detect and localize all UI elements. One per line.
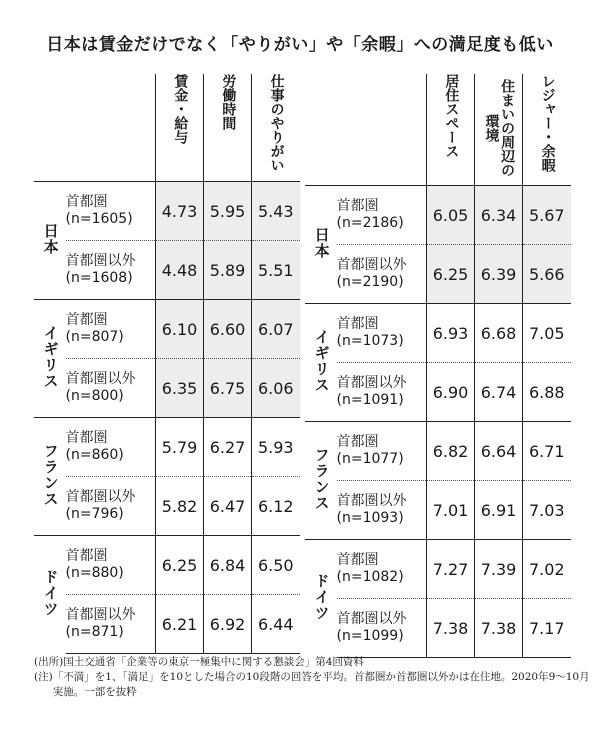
column-header-label: 居住スペース — [443, 74, 460, 158]
score-cell: 5.79 — [156, 418, 204, 477]
score-cell: 7.38 — [475, 599, 523, 658]
sample-size: (n=880) — [65, 565, 124, 581]
table-row — [34, 241, 300, 300]
table-row — [305, 186, 571, 245]
country-name: 日本 — [312, 226, 331, 259]
column-header — [156, 74, 204, 182]
table-row — [305, 304, 571, 363]
score-cell: 6.35 — [156, 359, 204, 418]
column-header-label: 住まいの周辺の環境 — [483, 78, 516, 177]
sample-size: (n=807) — [65, 329, 124, 345]
score-cell: 6.60 — [204, 300, 252, 359]
score-cell: 7.01 — [427, 481, 475, 540]
country-label — [305, 186, 337, 304]
score-cell: 7.39 — [475, 540, 523, 599]
score-cell: 5.82 — [156, 477, 204, 536]
country-name: フランス — [312, 446, 331, 511]
region-name: 首都圏以外 — [65, 370, 136, 387]
method-note-label: (注) — [34, 671, 53, 683]
table-row — [305, 540, 571, 599]
score-cell: 7.38 — [427, 599, 475, 658]
region-name: 首都圏 — [336, 551, 379, 568]
score-cell: 7.27 — [427, 540, 475, 599]
score-cell: 6.71 — [523, 422, 571, 481]
region-cell — [66, 182, 156, 241]
score-cell: 6.68 — [475, 304, 523, 363]
table-row — [305, 363, 571, 422]
corner-cell — [337, 74, 427, 186]
score-cell: 6.47 — [204, 477, 252, 536]
region-cell — [66, 241, 156, 300]
region-name: 首都圏以外 — [65, 488, 136, 505]
score-cell: 6.39 — [475, 245, 523, 304]
score-cell: 6.74 — [475, 363, 523, 422]
country-name: イギリス — [41, 324, 60, 389]
score-cell: 6.44 — [252, 595, 300, 654]
country-label — [34, 418, 66, 536]
region-cell — [337, 363, 427, 422]
score-cell: 4.48 — [156, 241, 204, 300]
corner-cell — [34, 74, 66, 182]
corner-cell — [66, 74, 156, 182]
region-cell — [66, 359, 156, 418]
score-cell: 5.67 — [523, 186, 571, 245]
score-cell: 6.64 — [475, 422, 523, 481]
region-name: 首都圏 — [65, 193, 108, 210]
table-row — [305, 245, 571, 304]
table-row — [34, 300, 300, 359]
column-header — [204, 74, 252, 182]
region-name: 首都圏 — [65, 311, 108, 328]
region-cell — [337, 599, 427, 658]
method-note — [34, 670, 594, 700]
sample-size: (n=1608) — [65, 270, 133, 286]
sample-size: (n=1093) — [336, 510, 404, 526]
region-cell — [337, 540, 427, 599]
column-header — [475, 74, 523, 186]
score-cell: 6.25 — [156, 536, 204, 595]
score-cell: 6.91 — [475, 481, 523, 540]
region-cell — [337, 481, 427, 540]
score-cell: 6.90 — [427, 363, 475, 422]
score-cell: 5.95 — [204, 182, 252, 241]
score-cell: 6.75 — [204, 359, 252, 418]
region-cell — [337, 245, 427, 304]
region-name: 首都圏 — [336, 315, 379, 332]
score-cell: 6.05 — [427, 186, 475, 245]
column-header — [427, 74, 475, 186]
country-label — [34, 182, 66, 300]
score-cell: 7.17 — [523, 599, 571, 658]
region-name: 首都圏 — [336, 433, 379, 450]
table-row — [305, 599, 571, 658]
score-cell: 5.51 — [252, 241, 300, 300]
score-cell: 6.21 — [156, 595, 204, 654]
source-note — [34, 655, 594, 670]
country-label — [305, 422, 337, 540]
header-row — [34, 74, 300, 182]
score-cell: 6.34 — [475, 186, 523, 245]
region-cell — [337, 422, 427, 481]
sample-size: (n=860) — [65, 447, 124, 463]
region-name: 首都圏 — [336, 197, 379, 214]
method-note-text: 「不満」を1、「満足」を10とした場合の10段階の回答を平均。首都圏か首都圏以外かは在住地。2020年9～10月実施。一部を抜粋 — [52, 671, 590, 698]
score-cell: 5.66 — [523, 245, 571, 304]
score-cell: 5.89 — [204, 241, 252, 300]
column-header-label: 賃金・給与 — [172, 74, 189, 144]
source-note-text: 国土交通省「企業等の東京一極集中に関する懇談会」第4回資料 — [63, 656, 364, 668]
region-cell — [66, 536, 156, 595]
region-name: 首都圏以外 — [65, 252, 136, 269]
region-cell — [66, 595, 156, 654]
score-cell: 6.27 — [204, 418, 252, 477]
score-cell: 6.12 — [252, 477, 300, 536]
region-name: 首都圏 — [65, 429, 108, 446]
region-name: 首都圏以外 — [336, 492, 407, 509]
region-name: 首都圏以外 — [336, 610, 407, 627]
score-cell: 6.93 — [427, 304, 475, 363]
table-row — [34, 477, 300, 536]
table-row — [34, 182, 300, 241]
score-cell: 7.02 — [523, 540, 571, 599]
region-cell — [337, 186, 427, 245]
region-name: 首都圏以外 — [65, 606, 136, 623]
sample-size: (n=796) — [65, 506, 124, 522]
country-name: 日本 — [41, 222, 60, 255]
region-name: 首都圏以外 — [336, 256, 407, 273]
sample-size: (n=1099) — [336, 628, 404, 644]
column-header-label: レジャー・余暇 — [539, 74, 556, 172]
sample-size: (n=1091) — [336, 392, 404, 408]
table-row — [34, 359, 300, 418]
page-title: 日本は賃金だけでなく「やりがい」や「余暇」への満足度も低い — [46, 35, 554, 55]
country-name: ドイツ — [312, 572, 331, 621]
score-cell: 6.25 — [427, 245, 475, 304]
score-cell: 6.06 — [252, 359, 300, 418]
source-note-label: (出所) — [34, 656, 64, 668]
score-cell: 5.93 — [252, 418, 300, 477]
sample-size: (n=871) — [65, 624, 124, 640]
sample-size: (n=1605) — [65, 211, 133, 227]
country-label — [34, 300, 66, 418]
corner-cell — [305, 74, 337, 186]
country-label — [34, 536, 66, 654]
score-cell: 7.03 — [523, 481, 571, 540]
country-name: イギリス — [312, 328, 331, 393]
sample-size: (n=2190) — [336, 274, 404, 290]
header-row — [305, 74, 571, 186]
satisfaction-table-work — [34, 74, 300, 654]
table-row — [34, 418, 300, 477]
footnotes — [34, 655, 594, 700]
region-cell — [66, 300, 156, 359]
region-cell — [66, 418, 156, 477]
table-row — [34, 595, 300, 654]
country-label — [305, 540, 337, 658]
sample-size: (n=2186) — [336, 215, 404, 231]
column-header — [523, 74, 571, 186]
score-cell: 6.88 — [523, 363, 571, 422]
sample-size: (n=1082) — [336, 569, 404, 585]
score-cell: 6.50 — [252, 536, 300, 595]
score-cell: 6.82 — [427, 422, 475, 481]
sample-size: (n=1077) — [336, 451, 404, 467]
score-cell: 6.92 — [204, 595, 252, 654]
region-cell — [66, 477, 156, 536]
score-cell: 5.43 — [252, 182, 300, 241]
table-row — [305, 481, 571, 540]
country-label — [305, 304, 337, 422]
satisfaction-table-life — [305, 74, 571, 658]
sample-size: (n=800) — [65, 388, 124, 404]
score-cell: 6.07 — [252, 300, 300, 359]
region-name: 首都圏 — [65, 547, 108, 564]
region-cell — [337, 304, 427, 363]
score-cell: 6.10 — [156, 300, 204, 359]
sample-size: (n=1073) — [336, 333, 404, 349]
column-header-label: 仕事のやりがい — [268, 74, 285, 172]
region-name: 首都圏以外 — [336, 374, 407, 391]
table-row — [34, 536, 300, 595]
score-cell: 4.73 — [156, 182, 204, 241]
column-header-label: 労働時間 — [220, 74, 237, 130]
country-name: ドイツ — [41, 568, 60, 617]
column-header — [252, 74, 300, 182]
table-row — [305, 422, 571, 481]
score-cell: 7.05 — [523, 304, 571, 363]
country-name: フランス — [41, 442, 60, 507]
score-cell: 6.84 — [204, 536, 252, 595]
